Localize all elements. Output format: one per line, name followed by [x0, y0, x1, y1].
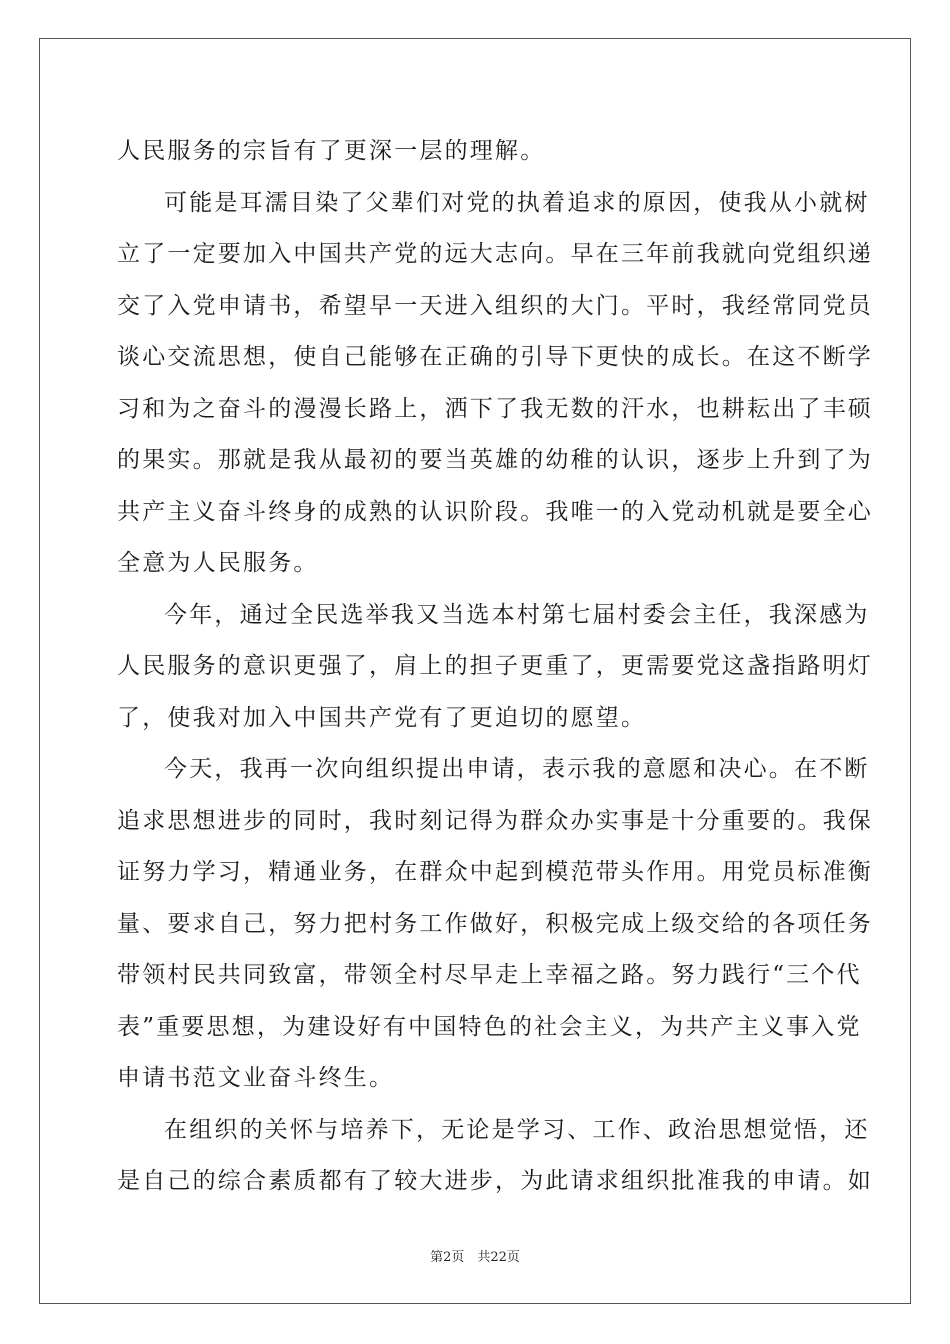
- text-line: 共产主义奋斗终身的成熟的认识阶段。我唯一的入党动机就是要全心: [117, 498, 873, 525]
- text-line: 可能是耳濡目染了父辈们对党的执着追求的原因，使我从小就树: [164, 189, 870, 216]
- text-line: 带领村民共同致富，带领全村尽早走上幸福之路。努力践行“三个代: [117, 962, 862, 988]
- page-number: 第2页 共22页: [430, 1250, 520, 1265]
- text-line: 谈心交流思想，使自己能够在正确的引导下更快的成长。在这不断学: [117, 344, 873, 370]
- text-line: 了，使我对加入中国共产党有了更迫切的愿望。: [117, 704, 647, 731]
- text-line: 人民服务的意识更强了，肩上的担子更重了，更需要党这盏指路明灯: [117, 653, 873, 679]
- text-line: 量、要求自己，努力把村务工作做好，积极完成上级交给的各项任务: [117, 910, 873, 937]
- text-line: 立了一定要加入中国共产党的远大志向。早在三年前我就向党组织递: [117, 241, 873, 267]
- text-line: 今年，通过全民选举我又当选本村第七届村委会主任，我深感为: [164, 601, 870, 628]
- text-line: 追求思想进步的同时，我时刻记得为群众办实事是十分重要的。我保: [117, 807, 873, 834]
- text-line: 表”重要思想，为建设好有中国特色的社会主义，为共产主义事入党: [117, 1013, 862, 1040]
- text-line: 证努力学习，精通业务，在群众中起到模范带头作用。用党员标准衡: [117, 859, 873, 885]
- text-line: 全意为人民服务。: [117, 550, 319, 576]
- document-body: [117, 126, 873, 1208]
- text-line: 申请书范文业奋斗终生。: [117, 1065, 395, 1091]
- text-line: 是自己的综合素质都有了较大进步，为此请求组织批准我的申请。如: [117, 1168, 873, 1194]
- text-line: 交了入党申请书，希望早一天进入组织的大门。平时，我经常同党员: [117, 292, 873, 319]
- text-line: 的果实。那就是我从最初的要当英雄的幼稚的认识，逐步上升到了为: [117, 447, 873, 473]
- text-line: 今天，我再一次向组织提出申请，表示我的意愿和决心。在不断: [164, 756, 870, 782]
- text-line: 在组织的关怀与培养下，无论是学习、工作、政治思想觉悟，还: [164, 1116, 870, 1143]
- text-line: 人民服务的宗旨有了更深一层的理解。: [117, 138, 546, 164]
- text-line: 习和为之奋斗的漫漫长路上，洒下了我无数的汗水，也耕耘出了丰硕: [117, 395, 873, 422]
